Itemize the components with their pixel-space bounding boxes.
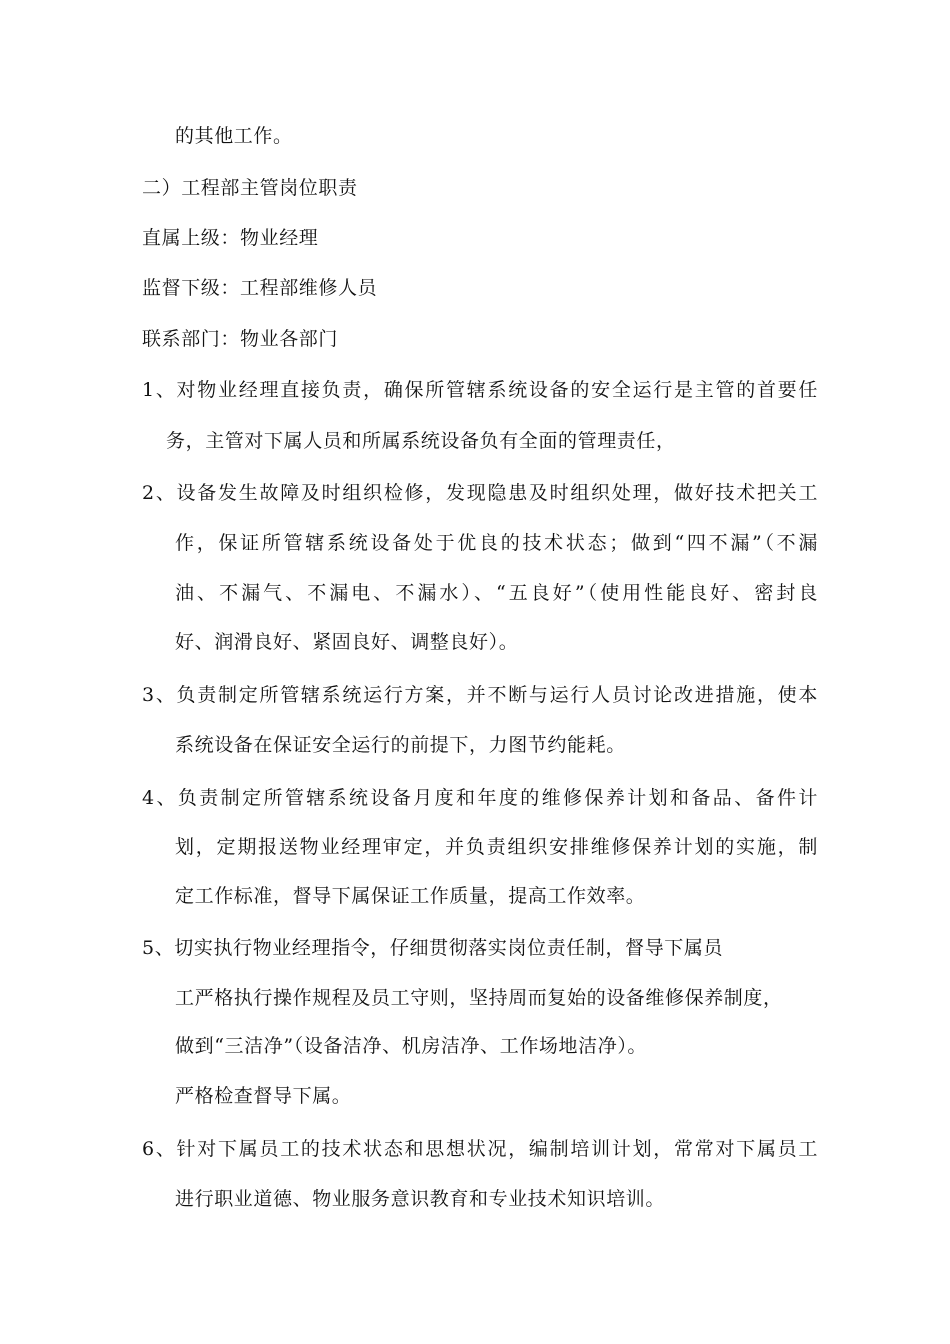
list-item-2: 2、设备发生故障及时组织检修，发现隐患及时组织处理，做好技术把关工 — [142, 482, 818, 504]
text-line: 油、不漏气、不漏电、不漏水）、“五良好”（使用性能良好、密封良 — [175, 582, 818, 604]
text-line: 严格检查督导下属。 — [175, 1085, 352, 1107]
list-item-6: 6、针对下属员工的技术状态和思想状况，编制培训计划，常常对下属员工 — [142, 1138, 818, 1160]
list-item-5: 5、切实执行物业经理指令，仔细贯彻落实岗位责任制，督导下属员 — [142, 937, 724, 959]
text-line: 进行职业道德、物业服务意识教育和专业技术知识培训。 — [175, 1188, 666, 1210]
text-line: 联系部门：物业各部门 — [142, 328, 339, 350]
list-item-3: 3、负责制定所管辖系统运行方案，并不断与运行人员讨论改进措施，使本 — [142, 684, 818, 706]
text-line: 的其他工作。 — [175, 125, 293, 147]
text-line: 划，定期报送物业经理审定，并负责组织安排维修保养计划的实施，制 — [175, 836, 818, 858]
text-line: 好、润滑良好、紧固良好、调整良好）。 — [175, 631, 519, 653]
list-item-4: 4、负责制定所管辖系统设备月度和年度的维修保养计划和备品、备件计 — [142, 787, 818, 809]
text-line: 监督下级：工程部维修人员 — [142, 277, 378, 299]
text-line: 做到“三洁净”（设备洁净、机房洁净、工作场地洁净）。 — [175, 1035, 648, 1057]
text-line: 直属上级：物业经理 — [142, 227, 319, 249]
text-line: 务，主管对下属人员和所属系统设备负有全面的管理责任， — [166, 430, 676, 452]
text-line: 系统设备在保证安全运行的前提下，力图节约能耗。 — [175, 734, 626, 756]
list-item-1: 1、对物业经理直接负责，确保所管辖系统设备的安全运行是主管的首要任 — [142, 379, 818, 401]
section-heading: 二）工程部主管岗位职责 — [142, 177, 358, 199]
text-line: 定工作标准，督导下属保证工作质量，提高工作效率。 — [175, 885, 646, 907]
text-line: 工严格执行操作规程及员工守则，坚持周而复始的设备维修保养制度， — [175, 987, 783, 1009]
text-line: 作，保证所管辖系统设备处于优良的技术状态；做到“四不漏”（不漏 — [175, 532, 818, 554]
